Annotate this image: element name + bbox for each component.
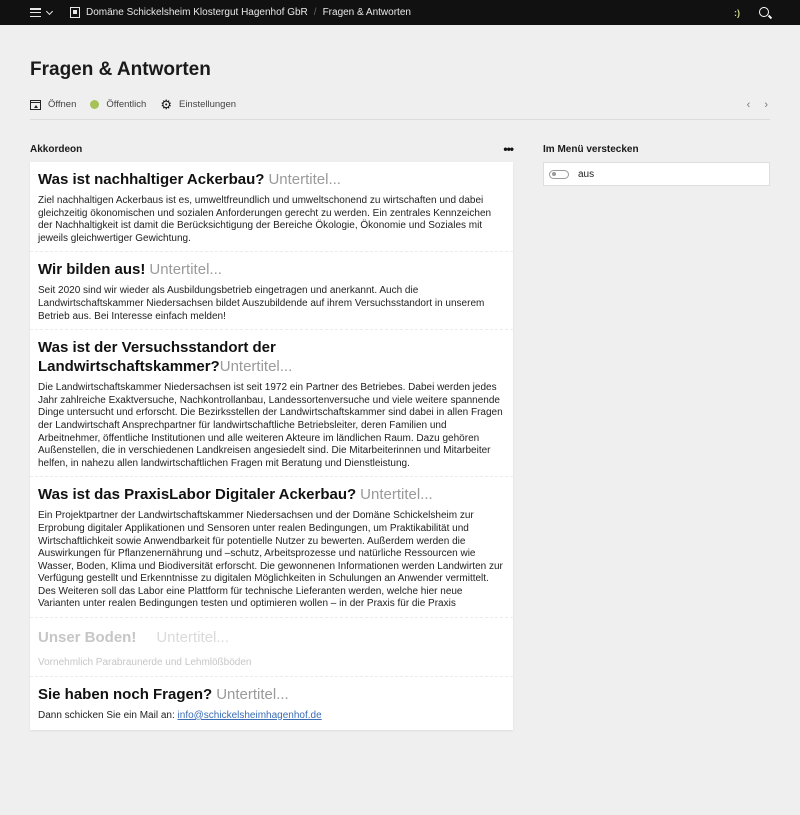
accordion-item[interactable] <box>30 330 513 477</box>
settings-sidebar <box>543 142 770 730</box>
status-dot-icon <box>90 100 99 109</box>
accordion-item-title[interactable] <box>38 260 505 279</box>
status-label: Öffentlich <box>106 99 147 110</box>
chevron-left-icon[interactable]: ‹ <box>746 98 751 111</box>
search-icon[interactable] <box>758 6 772 20</box>
main-menu-button[interactable] <box>30 8 52 17</box>
accordion-item-body[interactable]: Ziel nachhaltigen Ackerbaus ist es, umweltfreundlich und umweltschonend zu wirtschaften und dabei gleichzeitig ökonomischen und sozialen Anforderungen gerecht zu werden. Ein zentrales Kennzeichen der Nachhaltigkeit ist damit die Berücksichtigung der Bereiche Ökologie, Ökonomie und Soziales mit jeweils gleichwertiger Gewichtung. <box>38 195 492 244</box>
accordion-item[interactable] <box>30 477 513 618</box>
item-subtitle[interactable]: Untertitel... <box>268 171 341 188</box>
email-link[interactable]: info@schickelsheimhagenhof.de <box>177 709 322 721</box>
accordion-label: Akkordeon <box>30 143 83 155</box>
item-subtitle[interactable]: Untertitel... <box>149 261 222 279</box>
item-title-text: Was ist nachhaltiger Ackerbau? <box>38 171 265 188</box>
accordion-item-body[interactable]: Die Landwirtschaftskammer Niedersachsen ist seit 1972 ein Partner des Betriebes. Dabei werden jedes Jahr zahlreiche Exaktversuche, Nachkontrollanbau, Landessortenversuche und viele weitere spannende Dinge untersucht und erforscht. Die Bezirksstellen der Landwirtschaftskammer sind dabei in allen Fragen der Landwirtschaft Ansprechpartner für landwirtschaftliche Betriebsleiter, deren Familien und Arbeitnehmer, öffentliche Institutionen und alle weiteren Akteure im ländlichen Raum. Dazu gehören Außenstellen, die in verschiedenen Landkreisen angesiedelt sind. Die Mitarbeiterinnen und Mitarbeiter helfen, in nahezu allen landwirtschaftlichen Fragen mit Beratung und Dienstleistung. <box>38 382 503 469</box>
accordion-item-title[interactable] <box>38 170 505 189</box>
page-icon <box>70 7 80 18</box>
item-subtitle[interactable]: Untertitel... <box>360 486 433 504</box>
settings-label: Einstellungen <box>178 99 237 110</box>
open-icon <box>30 100 41 110</box>
item-title-text: Sie haben noch Fragen? <box>38 685 213 703</box>
open-label: Öffnen <box>48 99 77 110</box>
hide-in-menu-header <box>543 142 770 156</box>
open-button[interactable] <box>30 99 76 110</box>
hide-in-menu-label: Im Menü verstecken <box>543 143 639 155</box>
item-subtitle[interactable]: Untertitel... <box>219 358 293 376</box>
accordion-item[interactable] <box>30 162 513 252</box>
user-indicator[interactable]: :) <box>734 7 740 18</box>
accordion-item[interactable] <box>30 252 513 330</box>
item-title-text: Wir bilden aus! <box>38 261 146 279</box>
content-area <box>0 120 800 730</box>
accordion-header <box>30 142 513 156</box>
item-title-text: Was ist das PraxisLabor Digitaler Ackerbau? <box>38 486 357 504</box>
gear-icon: ⚙ <box>160 97 172 112</box>
breadcrumb-page[interactable]: Fragen & Antworten <box>322 7 411 18</box>
accordion-block <box>30 142 513 730</box>
accordion-item-body[interactable]: Vornehmlich Parabraunerde und Lehmlößböden <box>38 657 252 669</box>
accordion-item-body[interactable]: Seit 2020 sind wir wieder als Ausbildungsbetrieb eingetragen und anerkannt. Auch die Landwirtschaftskammer Niedersachsen bildet Auszubildende auf ihrem Versuchsstandort in unserem Betrieb aus. Bei Interesse einfach melden! <box>38 285 485 322</box>
page-navigation <box>747 99 770 111</box>
more-options-icon[interactable]: ••• <box>503 142 513 156</box>
accordion-item-hidden[interactable] <box>30 618 513 677</box>
page-toolbar <box>30 90 770 120</box>
accordion-item-title[interactable] <box>38 338 338 376</box>
toggle-value: aus <box>578 168 595 180</box>
hide-in-menu-toggle[interactable] <box>549 170 569 179</box>
item-subtitle[interactable]: Untertitel... <box>216 685 289 703</box>
breadcrumb-site[interactable]: Domäne Schickelsheim Klostergut Hagenhof GbR <box>86 7 308 18</box>
chevron-right-icon[interactable]: › <box>764 98 768 111</box>
accordion-item-body[interactable] <box>38 710 505 723</box>
page-header <box>0 25 800 120</box>
accordion <box>30 162 513 730</box>
page-title: Fragen & Antworten <box>30 59 211 80</box>
item-subtitle[interactable]: Untertitel... <box>156 629 229 647</box>
accordion-item-title[interactable] <box>38 628 505 647</box>
hide-in-menu-field[interactable] <box>543 162 770 186</box>
item-title-text: Was ist der Versuchsstandort der Landwirtschaftskammer? <box>38 339 276 376</box>
visibility-status-button[interactable] <box>90 99 146 110</box>
item-title-text: Unser Boden! <box>38 629 137 647</box>
contact-text: Dann schicken Sie ein Mail an: <box>38 709 178 721</box>
accordion-item-title[interactable] <box>38 485 505 504</box>
settings-button[interactable] <box>160 98 236 111</box>
accordion-item[interactable] <box>30 677 513 731</box>
chevron-down-icon <box>46 7 53 14</box>
top-bar <box>0 0 800 25</box>
accordion-item-title[interactable] <box>38 685 505 704</box>
accordion-item-body[interactable]: Ein Projektpartner der Landwirtschaftskammer Niedersachsen und der Domäne Schickelsheim zur Erprobung digitaler Applikationen und Sensoren unter realen Bedingungen, um Praktikabilität und Wirtschaftlichkeit sowie Anwendbarkeit für potentielle Nutzer zu bewerten. Außerdem werden die Auswirkungen für Pflanzenernährung und –schutz, Arbeitsprozesse und natürliche Ressourcen wie Wasser, Boden, Klima und Biodiversität erforscht. Die gewonnenen Informationen werden Landwirten zur Verfügung gestellt und Erkenntnisse zu digitalen Möglichkeiten in Schulungen an Anwender vermittelt. Des Weiteren soll das Labor eine Plattform für technische Lieferanten werden, welche hier neue Varianten unter realen Bedingungen testen und optimieren wollen – in der Praxis für die Praxis <box>38 510 503 610</box>
hamburger-icon <box>30 8 41 17</box>
breadcrumb-separator: / <box>313 7 317 18</box>
